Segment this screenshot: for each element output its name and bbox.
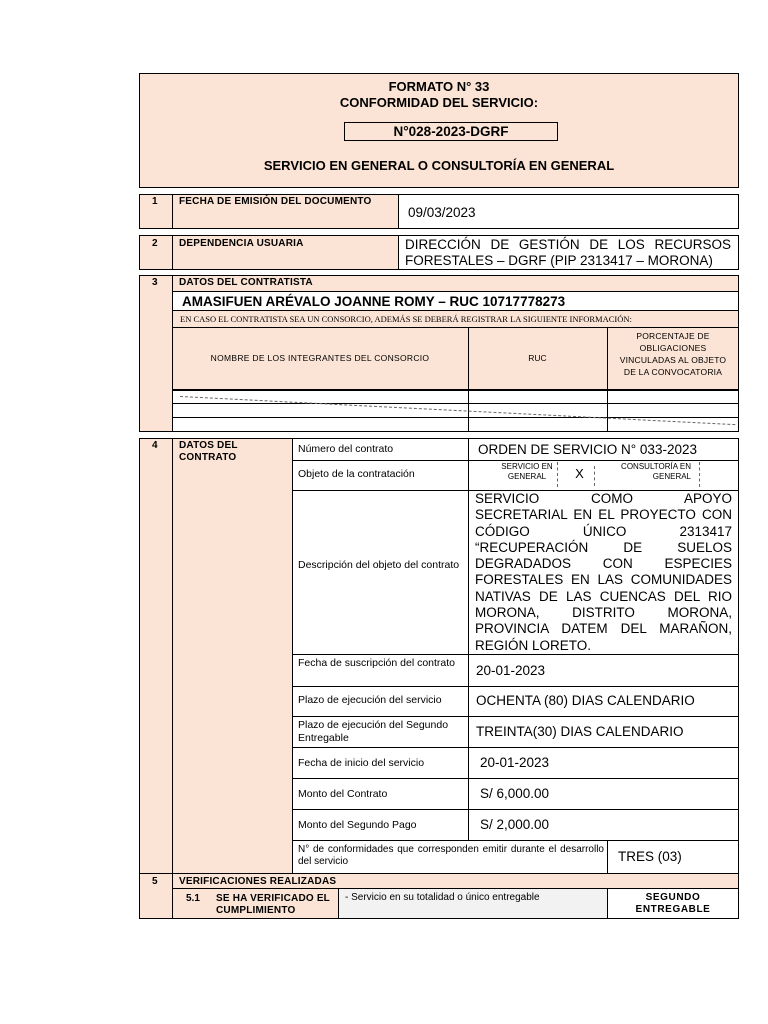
contract-amount-value: S/ 6,000.00 <box>480 786 550 801</box>
start-date-value: 20-01-2023 <box>480 755 550 770</box>
section-2-label: DEPENDENCIA USUARIA <box>179 238 304 249</box>
conformities-value: TRES (03) <box>618 849 682 864</box>
second-deliverable-term-value: TREINTA(30) DIAS CALENDARIO <box>476 724 684 739</box>
conformity-title: CONFORMIDAD DEL SERVICIO: <box>339 95 539 110</box>
contractor-name: AMASIFUEN ARÉVALO JOANNE ROMY – RUC 10717778273 <box>182 294 566 309</box>
service-type-title: SERVICIO EN GENERAL O CONSULTORÍA EN GENERAL <box>263 158 615 173</box>
section-5-number: 5 <box>152 876 158 887</box>
user-dependency-value: DIRECCIÓN DE GESTIÓN DE LOS RECURSOS FORESTALES – DGRF (PIP 2313417 – MORONA) <box>405 237 731 268</box>
subscription-date-label: Fecha de suscripción del contrato <box>298 657 456 669</box>
contract-description-label: Descripción del objeto del contrato <box>298 559 460 571</box>
user-dependency-cell <box>398 235 739 270</box>
verification-option-cell <box>338 888 608 919</box>
contract-description-value: SERVICIO COMO APOYO SECRETARIAL EN EL PROYECTO CON CÓDIGO ÚNICO 2313417 “RECUPERACIÓN DE SUELOS DEGRADADOS CON ESPECIES FORESTALES EN LAS COMUNIDADES NATIVAS DE LAS CUENCAS DEL RIO MORONA, DISTRITO MORONA, PROVINCIA DATEM DEL MARAÑON, REGIÓN LORETO. <box>475 491 732 653</box>
contract-amount-label: Monto del Contrato <box>298 788 388 800</box>
deliverable-cell <box>607 888 739 919</box>
selected-mark-text: X <box>575 466 584 481</box>
contract-object-label: Objeto de la contratación <box>298 468 415 480</box>
document-header <box>139 73 739 188</box>
consortium-ruc-header: RUC <box>528 353 547 363</box>
consortium-note-cell <box>172 310 739 328</box>
subscription-date-value: 20-01-2023 <box>476 663 546 678</box>
selected-mark <box>565 466 595 486</box>
document-number: N°028-2023-DGRF <box>393 124 509 139</box>
subsection-5-1-label: SE HA VERIFICADO EL CUMPLIMIENTO <box>216 893 330 916</box>
conformities-label: N° de conformidades que corresponden emitir durante el desarrollo del servicio <box>298 844 604 867</box>
document-number-box <box>344 122 558 141</box>
general-consulting-label: CONSULTORÍA EN GENERAL <box>621 462 691 481</box>
contract-number-value: ORDEN DE SERVICIO N° 033-2023 <box>478 442 697 457</box>
second-payment-label: Monto del Segundo Pago <box>298 819 417 831</box>
general-service-label: SERVICIO EN GENERAL <box>501 462 553 481</box>
consortium-names-header: NOMBRE DE LOS INTEGRANTES DEL CONSORCIO <box>210 353 430 363</box>
section-3-number: 3 <box>152 277 158 288</box>
general-consulting-option <box>615 462 700 487</box>
section-4-label: DATOS DEL CONTRATO <box>179 440 238 463</box>
execution-term-label: Plazo de ejecución del servicio <box>298 694 442 706</box>
consortium-note: EN CASO EL CONTRATISTA SEA UN CONSORCIO, ADEMÁS SE DEBERÁ REGISTRAR LA SIGUIENTE INFORMACIÓN: <box>180 314 632 324</box>
start-date-label: Fecha de inicio del servicio <box>298 757 425 769</box>
section-3-label: DATOS DEL CONTRATISTA <box>179 277 313 288</box>
execution-term-value: OCHENTA (80) DIAS CALENDARIO <box>476 693 695 708</box>
section-4-number: 4 <box>152 440 158 451</box>
verification-option-text: - Servicio en su totalidad o único entregable <box>345 892 540 903</box>
deliverable-label: SEGUNDO ENTREGABLE <box>635 892 711 915</box>
subsection-5-1-number: 5.1 <box>186 893 200 904</box>
contractor-cell <box>172 291 739 311</box>
section-1-label: FECHA DE EMISIÓN DEL DOCUMENTO <box>179 196 372 207</box>
format-title: FORMATO N° 33 <box>388 79 490 94</box>
section-5-label: VERIFICACIONES REALIZADAS <box>179 876 337 887</box>
consortium-percentage-header: PORCENTAJE DE OBLIGACIONES VINCULADAS AL OBJETO DE LA CONVOCATORIA <box>619 331 727 377</box>
second-deliverable-term-label: Plazo de ejecución del Segundo Entregable <box>298 719 449 744</box>
section-2-number: 2 <box>152 238 158 249</box>
emission-date-cell <box>398 194 739 229</box>
second-payment-value: S/ 2,000.00 <box>480 817 550 832</box>
section-1-number: 1 <box>152 196 158 207</box>
general-service-option <box>498 462 558 487</box>
contract-number-label: Número del contrato <box>298 443 394 455</box>
emission-date-value: 09/03/2023 <box>408 205 476 220</box>
